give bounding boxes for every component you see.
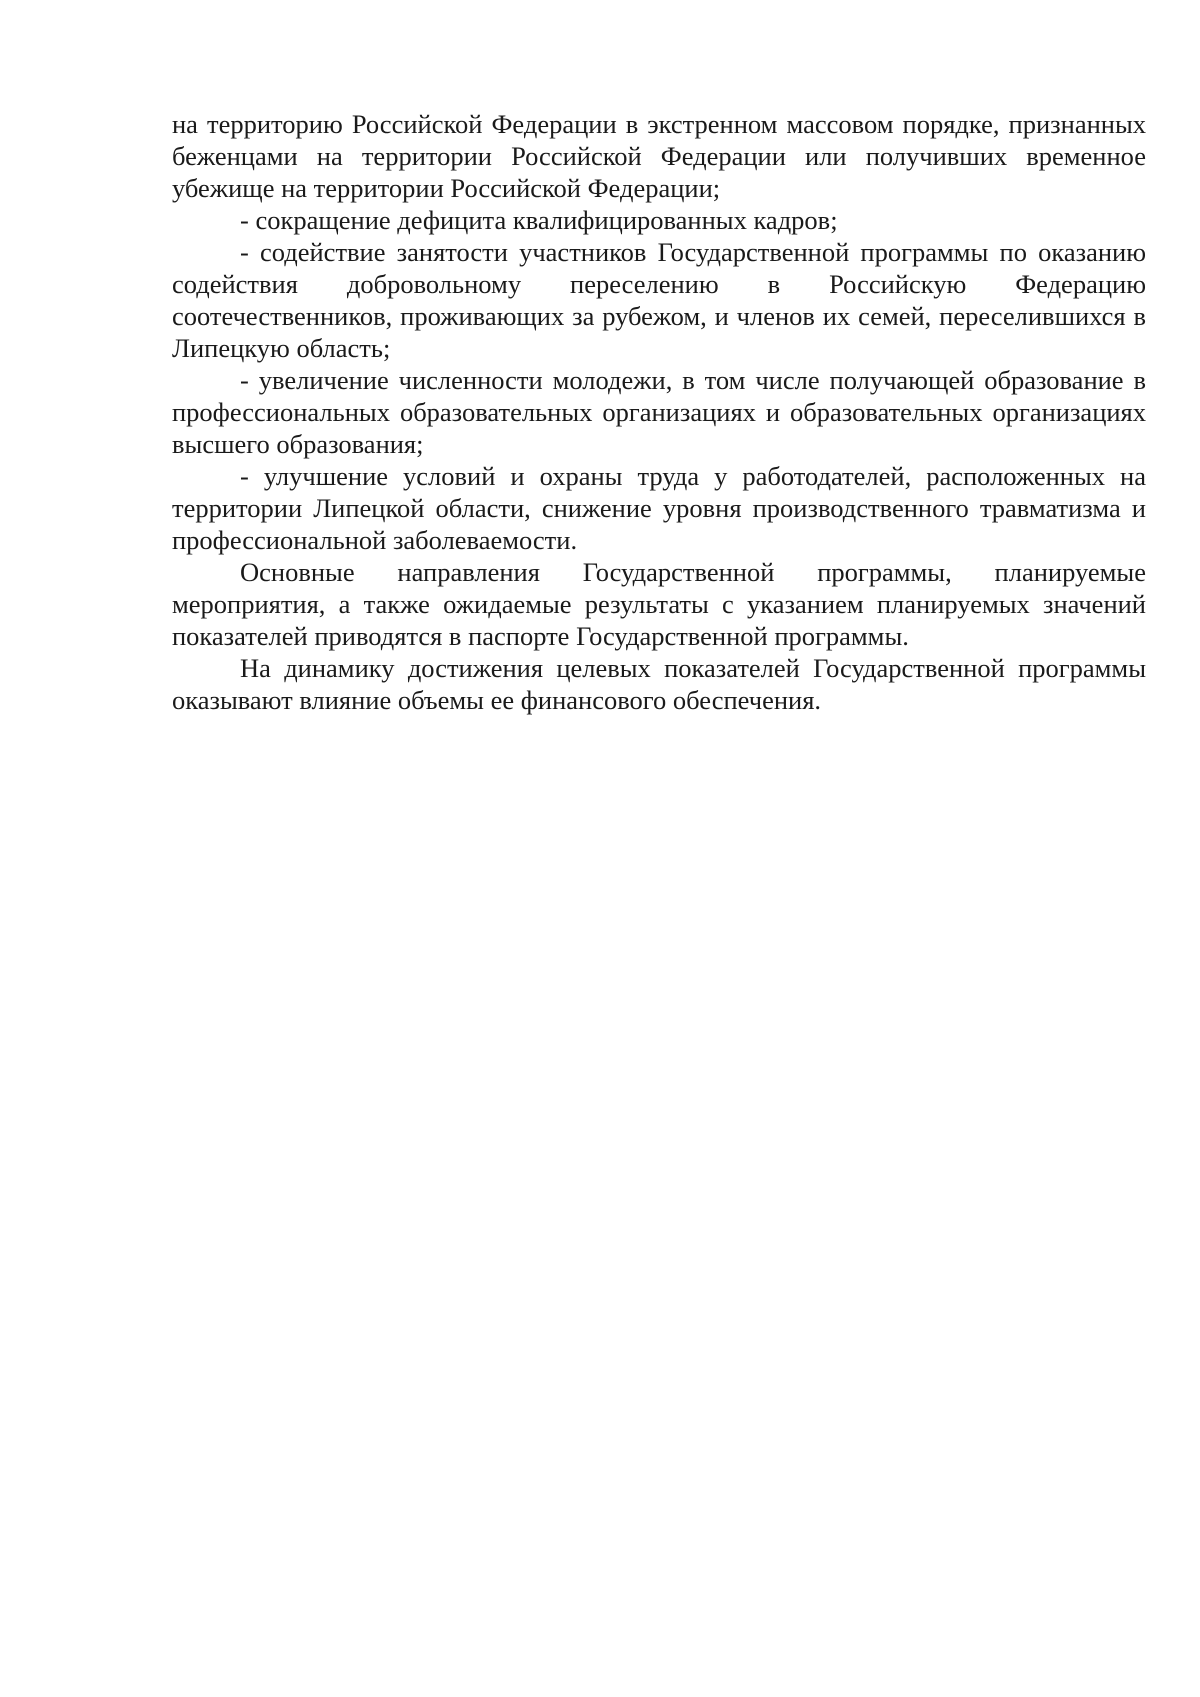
paragraph-main-directions: Основные направления Государственной программы, планируемые мероприятия, а также ожидаемые результаты с указанием планируемых значений показателей приводятся в паспорте Государственной программы. xyxy=(172,557,1146,651)
paragraph-labor-conditions: - улучшение условий и охраны труда у работодателей, расположенных на территории Липецкой области, снижение уровня производственного травматизма и профессиональной заболеваемости. xyxy=(172,461,1146,555)
paragraph-skilled-shortage: - сокращение дефицита квалифицированных кадров; xyxy=(240,205,838,235)
paragraph-youth-growth: - увеличение численности молодежи, в том числе получающей образование в профессиональных образовательных организациях и образовательных организациях высшего образования; xyxy=(172,365,1146,459)
document-body xyxy=(172,108,1146,716)
paragraph-employment-assistance: - содействие занятости участников Государственной программы по оказанию содействия добровольному переселению в Российскую Федерацию соотечественников, проживающих за рубежом, и членов их семей, переселившихся в Липецкую область; xyxy=(172,237,1146,363)
paragraph-funding-influence: На динамику достижения целевых показателей Государственной программы оказывают влияние объемы ее финансового обеспечения. xyxy=(172,653,1146,715)
paragraph-refugees-continuation: на территорию Российской Федерации в экстренном массовом порядке, признанных беженцами на территории Российской Федерации или получивших временное убежище на территории Российской Федерации; xyxy=(172,109,1146,203)
